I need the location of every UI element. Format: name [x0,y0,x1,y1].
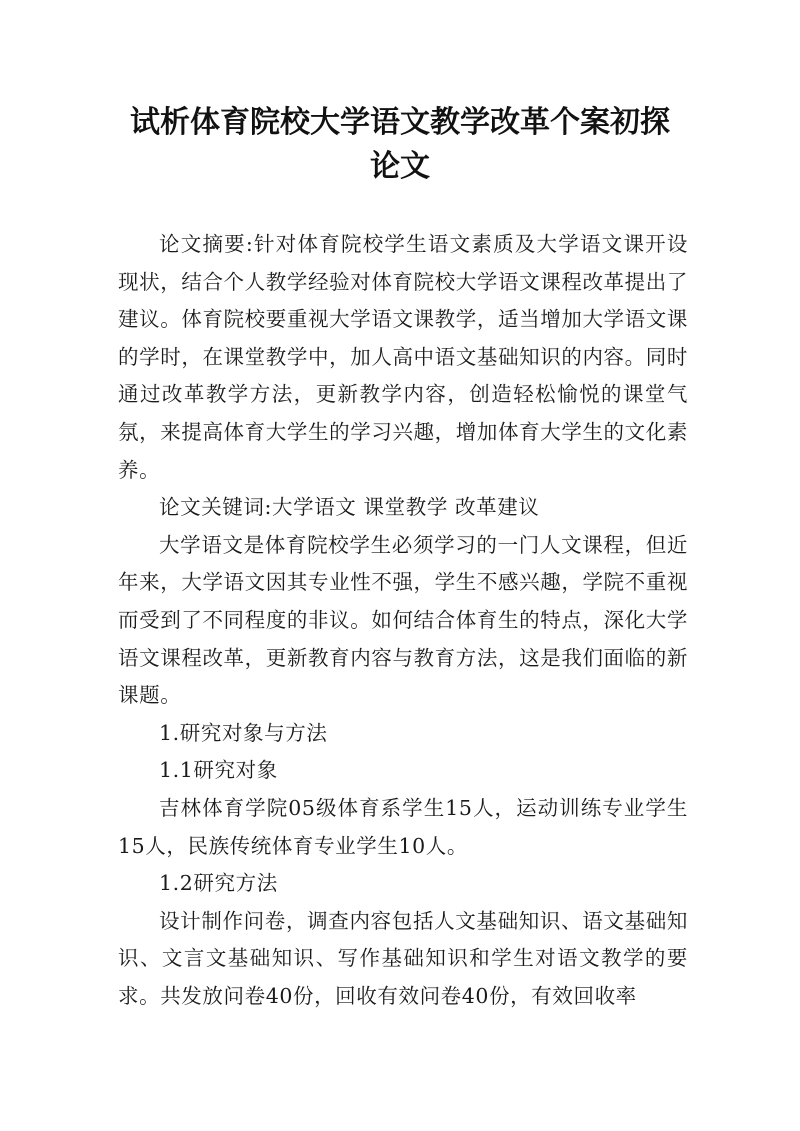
subsection-heading: 1.2研究方法 [159,871,278,896]
document-title: 试析体育院校大学语文教学改革个案初探 [130,105,670,140]
document-body [118,226,688,1015]
section-heading: 1.研究对象与方法 [159,720,328,745]
subsection-heading: 1.1研究对象 [159,758,278,783]
body-paragraph: 吉林体育学院05级体育系学生15人，运动训练专业学生15人，民族传统体育专业学生10人。 [118,795,688,858]
abstract-paragraph: 论文摘要:针对体育院校学生语文素质及大学语文课开设现状，结合个人教学经验对体育院校大学语文课程改革提出了建议。体育院校要重视大学语文课教学，适当增加大学语文课的学时，在课堂教学中，加人高中语文基础知识的内容。同时通过改革教学方法，更新教学内容，创造轻松愉悦的课堂气氛，来提高体育大学生的学习兴趣，增加体育大学生的文化素养。 [118,232,688,482]
intro-paragraph: 大学语文是体育院校学生必须学习的一门人文课程，但近年来，大学语文因其专业性不强，学生不感兴趣，学院不重视而受到了不同程度的非议。如何结合体育生的特点，深化大学语文课程改革，更新教育内容与教育方法，这是我们面临的新课题。 [118,532,688,708]
document-title-line2: 论文 [370,149,430,184]
body-paragraph: 设计制作问卷，调查内容包括人文基础知识、语文基础知识、文言文基础知识、写作基础知识和学生对语文教学的要求。共发放问卷40份，回收有效问卷40份，有效回收率 [118,908,688,1008]
keywords-paragraph: 论文关键词:大学语文 课堂教学 改革建议 [159,495,540,520]
